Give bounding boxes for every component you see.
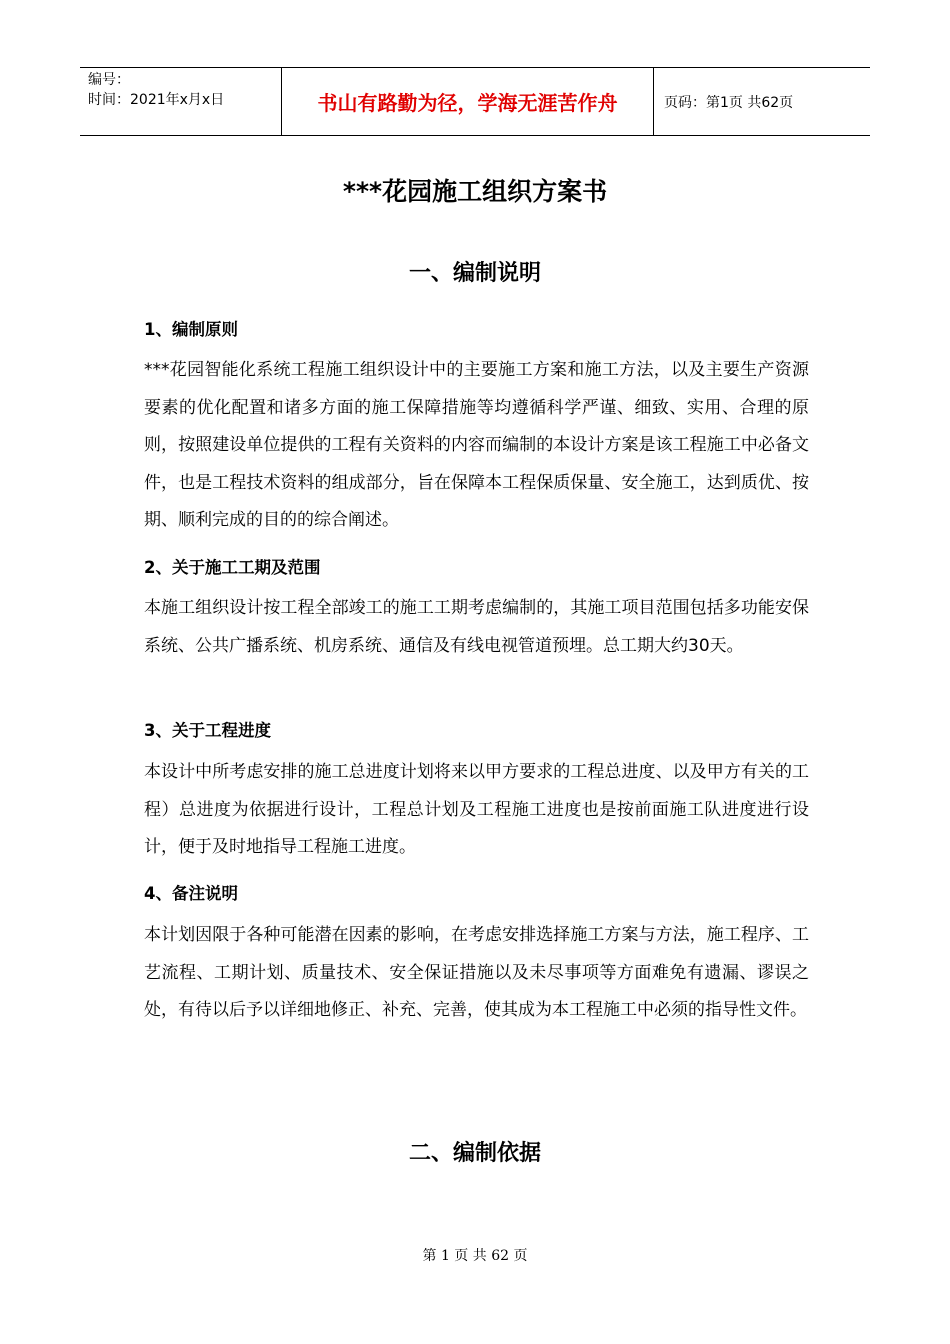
section-title-2: 二、编制依据 bbox=[408, 1141, 541, 1166]
number-label: 编号： bbox=[88, 72, 130, 88]
paragraph-2: 本施工组织设计按工程全部竣工的施工工期考虑编制的，其施工项目范围包括多功能安保系统、公共广播系统、机房系统、通信及有线电视管道预埋。总工期大约30天。 bbox=[144, 598, 809, 656]
sub-heading-2: 2、关于施工工期及范围 bbox=[144, 558, 321, 577]
paragraph-1: ***花园智能化系统工程施工组织设计中的主要施工方案和施工方法，以及主要生产资源要素的优化配置和诸多方面的施工保障措施等均遵循科学严谨、细致、实用、合理的原则，按照建设单位提供的工程有关资料的内容而编制的本设计方案是该工程施工中必备文件，也是工程技术资料的组成部分，旨在保障本工程保质保量、安全施工，达到质优、按期、顺利完成的目的的综合阐述。 bbox=[144, 360, 809, 530]
section-title-1: 一、编制说明 bbox=[408, 261, 541, 286]
header-page-info: 页码：第1页 共62页 bbox=[664, 94, 794, 111]
sub-heading-4: 4、备注说明 bbox=[144, 884, 238, 903]
paragraph-4: 本计划因限于各种可能潜在因素的影响，在考虑安排选择施工方案与方法，施工程序、工艺流程、工期计划、质量技术、安全保证措施以及未尽事项等方面难免有遗漏、谬误之处，有待以后予以详细地修正、补充、完善，使其成为本工程施工中必须的指导性文件。 bbox=[144, 925, 809, 1020]
document-title: ***花园施工组织方案书 bbox=[342, 177, 608, 206]
sub-heading-3: 3、关于工程进度 bbox=[144, 721, 271, 740]
sub-heading-1: 1、编制原则 bbox=[144, 320, 238, 339]
header-table bbox=[80, 67, 870, 136]
header-meta bbox=[80, 68, 281, 135]
paragraph-3: 本设计中所考虑安排的施工总进度计划将来以甲方要求的工程总进度、以及甲方有关的工程）总进度为依据进行设计，工程总计划及工程施工进度也是按前面施工队进度进行设计，便于及时地指导工程施工进度。 bbox=[144, 762, 809, 857]
page-footer: 第 1 页 共 62 页 bbox=[422, 1248, 528, 1264]
header-motto: 书山有路勤为径，学海无涯苦作舟 bbox=[281, 68, 654, 135]
time-label: 时间：2021年x月x日 bbox=[88, 92, 225, 108]
